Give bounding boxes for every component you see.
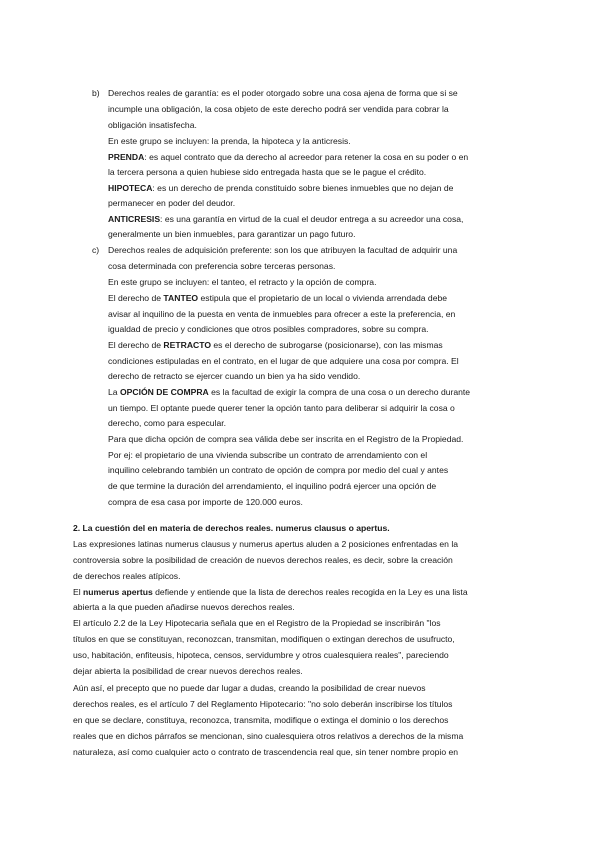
paragraph-line: compra de esa casa por importe de 120.000 euros. (108, 497, 303, 507)
term-prenda: PRENDA (108, 152, 145, 162)
section-heading: 2. La cuestión del en materia de derechos reales. numerus clausus o apertus. (73, 523, 390, 533)
definition-tanteo: El derecho de TANTEO estipula que el propietario de un local o vivienda arrendada debe (108, 293, 448, 303)
paragraph-line: igualdad de precio y condiciones que otros posibles compradores, sobre su compra. (108, 324, 429, 334)
paragraph-line: El artículo 2.2 de la Ley Hipotecaria señala que en el Registro de la Propiedad se inscribirán "los (73, 618, 441, 628)
term-opcion-compra: OPCIÓN DE COMPRA (119, 387, 209, 397)
definition-opcion-compra: La OPCIÓN DE COMPRA es la facultad de exigir la compra de una cosa o un derecho durante (108, 387, 471, 397)
paragraph-line: Las expresiones latinas numerus clausus y numerus apertus aluden a 2 posiciones enfrentadas en la (73, 539, 459, 549)
paragraph-line: Por ej: el propietario de una vivienda subscribe un contrato de arrendamiento con el (108, 450, 428, 460)
list-marker-b: b) (92, 88, 100, 98)
paragraph-line: En este grupo se incluyen: la prenda, la hipoteca y la anticresis. (108, 136, 351, 146)
paragraph-line: la tercera persona a quien hubiese sido entregada hasta que se le pague el crédito. (108, 167, 427, 177)
definition-hipoteca: HIPOTECA: es un derecho de prenda constituido sobre bienes inmuebles que no dejan de (108, 183, 454, 193)
paragraph-line: de derechos reales atípicos. (73, 571, 181, 581)
term-tanteo: TANTEO (163, 293, 199, 303)
paragraph-line: uso, habitación, enfiteusis, hipoteca, censos, servidumbre y otros cualesquiera reales", pareciendo (73, 650, 449, 660)
term-retracto: RETRACTO (163, 340, 212, 350)
term-numerus-apertus: numerus apertus (83, 587, 153, 597)
paragraph-line: un tiempo. El optante puede querer tener la opción tanto para deliberar si adquirir la cosa o (108, 403, 455, 413)
term-hipoteca: HIPOTECA (108, 183, 153, 193)
paragraph-line: cosa determinada con preferencia sobre terceras personas. (108, 261, 336, 271)
paragraph-line: en que se declare, constituya, reconozca, transmita, modifique o extinga el dominio o los derechos (73, 715, 449, 725)
paragraph-line: reales que en dichos párrafos se mencionan, sino cualesquiera otros relativos a derechos de la misma (73, 731, 464, 741)
paragraph-line: de que termine la duración del arrendamiento, el inquilino podrá ejercer una opción de (108, 481, 437, 491)
list-marker-c: c) (92, 245, 100, 255)
paragraph-line: Derechos reales de garantía: es el poder otorgado sobre una cosa ajena de forma que si se (108, 88, 458, 98)
paragraph-line: derecho, como para especular. (108, 418, 226, 428)
term-anticresis: ANTICRESIS (108, 214, 161, 224)
paragraph-line: naturaleza, así como cualquier acto o contrato de trascendencia real que, sin tener nombre propio en (73, 747, 459, 757)
paragraph-line: dejar abierta la posibilidad de crear nuevos derechos reales. (73, 666, 303, 676)
paragraph-line: incumple una obligación, la cosa objeto de este derecho podrá ser vendida para cobrar la (108, 104, 449, 114)
definition-anticresis: ANTICRESIS: es una garantía en virtud de la cual el deudor entrega a su acreedor una cosa, (108, 214, 464, 224)
paragraph-line: abierta a la que pueden añadirse nuevos derechos reales. (73, 602, 295, 612)
paragraph-line: generalmente un bien inmuebles, para garantizar un pago futuro. (108, 229, 356, 239)
paragraph-line: Aún así, el precepto que no puede dar lugar a dudas, creando la posibilidad de crear nuevos (73, 683, 426, 693)
paragraph-line: controversia sobre la posibilidad de creación de nuevos derechos reales, es decir, sobre la creación (73, 555, 453, 565)
definition-prenda: PRENDA: es aquel contrato que da derecho al acreedor para retener la cosa en su poder o en (108, 152, 469, 162)
paragraph-line: derecho de retracto se ejercer cuando un bien ya ha sido vendido. (108, 371, 361, 381)
paragraph-line: permanecer en poder del deudor. (108, 198, 236, 208)
paragraph-line: Para que dicha opción de compra sea válida debe ser inscrita en el Registro de la Propiedad. (108, 434, 464, 444)
paragraph-line: condiciones estipuladas en el contrato, en el lugar de que adquiere una cosa por compra. El (108, 356, 459, 366)
definition-retracto: El derecho de RETRACTO es el derecho de subrogarse (posicionarse), con las mismas (108, 340, 443, 350)
paragraph-line: derechos reales, es el artículo 7 del Reglamento Hipotecario: "no solo deberán inscribirse los títulos (73, 699, 453, 709)
paragraph-line: En este grupo se incluyen: el tanteo, el retracto y la opción de compra. (108, 277, 377, 287)
paragraph-line: obligación insatisfecha. (108, 120, 197, 130)
definition-numerus-apertus: El numerus apertus defiende y entiende que la lista de derechos reales recogida en la Ley es una lista (73, 587, 468, 597)
paragraph-line: avisar al inquilino de la puesta en venta de inmuebles para ofrecer a este la preferencia, en (108, 309, 456, 319)
paragraph-line: Derechos reales de adquisición preferente: son los que atribuyen la facultad de adquirir una (108, 245, 458, 255)
paragraph-line: títulos en que se constituyan, reconozcan, transmitan, modifiquen o extingan derechos de usufructo, (73, 634, 455, 644)
paragraph-line: inquilino celebrando también un contrato de opción de compra por medio del cual y antes (108, 465, 449, 475)
